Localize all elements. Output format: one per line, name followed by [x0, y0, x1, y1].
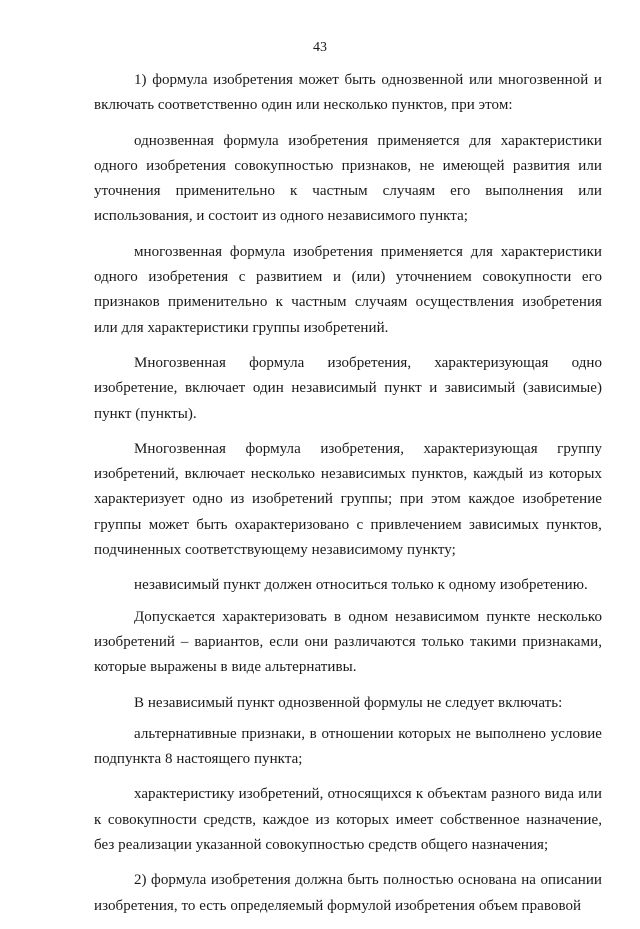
- paragraph-single-link-claim: однозвенная формула изобретения применяется для характеристики одного изобретения совокупностью признаков, не имеющей развития или уточнения применительно к частным случаям его выполнения или использования, и состоит из одного независимого пункта;: [94, 132, 602, 225]
- page-number: 43: [313, 40, 327, 55]
- paragraph-different-objects: характеристику изобретений, относящихся к объектам разного вида или к совокупности средств, каждое из которых имеет собственное назначение, без реализации указанной совокупностью средств общего назначения;: [94, 786, 602, 854]
- paragraph-alternative-features: альтернативные признаки, в отношении которых не выполнено условие подпункта 8 настоящего пункта;: [94, 725, 602, 768]
- paragraph-claim-structure: 1) формула изобретения может быть однозвенной или многозвенной и включать соответственно один или несколько пунктов, при этом:: [94, 72, 602, 114]
- document-body: [94, 68, 602, 929]
- paragraph-independent-claim: независимый пункт должен относиться только к одному изобретению.: [134, 577, 588, 594]
- paragraph-multi-link-one-invention: Многозвенная формула изобретения, характеризующая одно изобретение, включает один независимый пункт и зависимый (зависимые) пункт (пункты).: [94, 354, 602, 422]
- paragraph-multi-link-claim: многозвенная формула изобретения применяется для характеристики одного изобретения с развитием и (или) уточнением совокупности его признаков применительно к частным случаям осуществления изобретения или для характеристики группы изобретений.: [94, 243, 602, 336]
- paragraph-claim-basis: 2) формула изобретения должна быть полностью основана на описании изобретения, то есть определяемый формулой изобретения объем правовой: [94, 872, 602, 914]
- paragraph-exclusions-intro: В независимый пункт однозвенной формулы не следует включать:: [134, 694, 563, 711]
- paragraph-multi-link-group: Многозвенная формула изобретения, характеризующая группу изобретений, включает несколько независимых пунктов, каждый из которых характеризует одно из изобретений группы; при этом каждое изобретение группы может быть охарактеризовано с привлечением зависимых пунктов, подчиненных соответствующему независимому пункту;: [94, 440, 602, 559]
- paragraph-variants: Допускается характеризовать в одном независимом пункте несколько изобретений – вариантов, если они различаются только такими признаками, которые выражены в виде альтернативы.: [94, 608, 602, 676]
